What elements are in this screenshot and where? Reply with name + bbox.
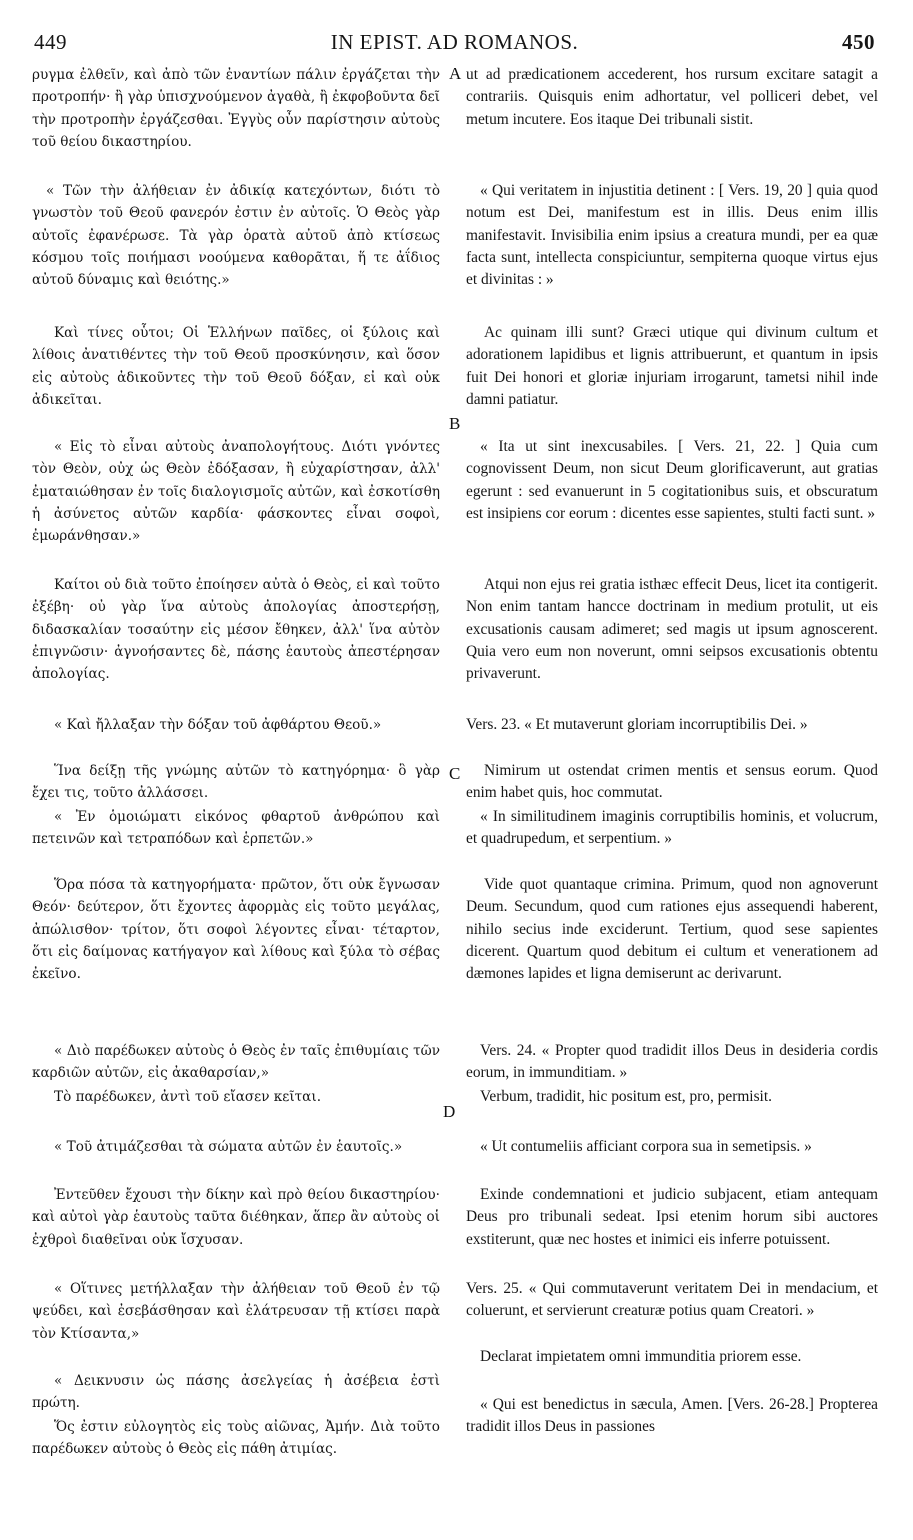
greek-paragraph: Ἐντεῦθεν ἔχουσι τὴν δίκην καὶ πρὸ θείου δικαστηρίου· καὶ αὐτοὶ γὰρ ἑαυτοὺς ταῦτα διέθηκαν, ἅπερ ἂν αὐτοὺς οἱ ἐχθροὶ διαθεῖναι οὐκ ἴσχυσαν. (32, 1187, 440, 1248)
latin-paragraph: Nimirum ut ostendat crimen mentis et sensus eorum. Quod enim habet quis, hoc commutat. (466, 762, 878, 802)
greek-paragraph: Ὅρα πόσα τὰ κατηγορήματα· πρῶτον, ὅτι οὐκ ἔγνωσαν Θεόν· δεύτερον, ὅτι ἔχοντες ἀφορμὰς εἰς τοῦτο μεγάλας, ἀπώλισθον· τρίτον, ὅτι σοφοὶ λέγοντες εἶναι· τέταρτον, ὅτι εἰς δαίμονας κατήγαγον καὶ λίθους καὶ ξύλα τὸ σέβας ἐκεῖνο. (32, 877, 440, 983)
greek-paragraph: « Εἰς τὸ εἶναι αὐτοὺς ἀναπολογήτους. Διότι γνόντες τὸν Θεὸν, οὐχ ὡς Θεὸν ἐδόξασαν, ἢ εὐχαρίστησαν, ἀλλ' ἐματαιώθησαν ἐν τοῖς διαλογισμοῖς αὐτῶν, καὶ ἐσκοτίσθη ἡ ἀσύνετος αὐτῶν καρδία· φάσκοντες εἶναι σοφοὶ, ἐμωράνθησαν.» (32, 439, 440, 545)
greek-paragraph: Τὸ παρέδωκεν, ἀντὶ τοῦ εἴασεν κεῖται. (54, 1089, 322, 1105)
latin-paragraph: Verbum, tradidit, hic positum est, pro, permisit. (480, 1088, 772, 1105)
greek-paragraph: « Τῶν τὴν ἀλήθειαν ἐν ἀδικίᾳ κατεχόντων, διότι τὸ γνωστὸν τοῦ Θεοῦ φανερόν ἐστιν ἐν αὐτοῖς. Ὁ Θεὸς γὰρ αὐτοῖς ἐφανέρωσε. Τὰ γὰρ ὁρατὰ αὐτοῦ ἀπὸ κτίσεως κόσμου τοῖς ποιήμασι νοούμενα καθορᾶται, ἥ τε ἀΐδιος αὐτοῦ δύναμις καὶ θειότης.» (32, 183, 440, 289)
greek-paragraph: « Καὶ ἤλλαξαν τὴν δόξαν τοῦ ἀφθάρτου Θεοῦ.» (54, 717, 382, 733)
greek-paragraph: « Διὸ παρέδωκεν αὐτοὺς ὁ Θεὸς ἐν ταῖς ἐπιθυμίαις τῶν καρδιῶν αὐτῶν, εἰς ἀκαθαρσίαν,» (32, 1043, 440, 1082)
page-number-left: 449 (34, 30, 67, 54)
greek-paragraph: « Δεικνυσιν ὡς πάσης ἀσελγείας ἡ ἀσέβεια ἐστὶ πρώτη. (32, 1373, 440, 1412)
greek-paragraph: Ἵνα δείξῃ τῆς γνώμης αὐτῶν τὸ κατηγόρημα· ὃ γὰρ ἔχει τις, τοῦτο ἀλλάσσει. (32, 763, 440, 802)
greek-paragraph: ρυγμα ἐλθεῖν, καὶ ἀπὸ τῶν ἐναντίων πάλιν ἐργάζεται τὴν προτροπήν· ἢ γὰρ ὑπισχνούμενον ἀγαθὰ, ἢ ἐκφοβοῦντα δεῖ τὴν προτροπὴν ἐργάζεσθαι. Ἐγγὺς οὖν παρίστησιν αὐτοὺς τοῦ θείου δικαστηρίου. (32, 67, 440, 150)
margin-mark-a: A (449, 64, 462, 83)
latin-paragraph: « Ut contumeliis afficiant corpora sua in semetipsis. » (480, 1138, 812, 1155)
latin-paragraph: « Ita ut sint inexcusabiles. [ Vers. 21, 22. ] Quia cum cognovissent Deum, non sicut Deum glorificaverunt, aut gratias egerunt : sed evanuerunt in 5 cogitationibus suis, et obscuratum est insipiens cor eorum : dicentes esse sapientes, stulti facti sunt. » (466, 438, 878, 522)
greek-paragraph: Καίτοι οὐ διὰ τοῦτο ἐποίησεν αὐτὰ ὁ Θεὸς, εἰ καὶ τοῦτο ἐξέβη· οὐ γὰρ ἵνα αὐτοὺς ἀπολογίας ἀποστερήσῃ, διδασκαλίαν τοσαύτην εἰς μέσον ἔθηκεν, ἀλλ' ἵνα αὐτὸν ἐπιγνῶσιν· ἀγνοήσαντες δὲ, πάσης ἑαυτοὺς ἀπεστέρησαν ἀπολογίας. (32, 577, 440, 683)
latin-paragraph: ut ad prædicationem accederent, hos rursum excitare satagit a contrariis. Quisquis enim adhortatur, vel polliceri debet, vel metum incutere. Eos itaque Dei tribunali sistit. (466, 66, 878, 128)
greek-paragraph: Καὶ τίνες οὗτοι; Οἱ Ἑλλήνων παῖδες, οἱ ξύλοις καὶ λίθοις ἀνατιθέντες τὴν τοῦ Θεοῦ προσκύνησιν, καὶ ὅσον εἰς αὐτοὺς ἀδικοῦντες τὴν τοῦ Θεοῦ δόξαν, εἰ καὶ οὐκ ἀδικεῖται. (32, 325, 440, 408)
latin-paragraph: Atqui non ejus rei gratia isthæc effecit Deus, licet ita contigerit. Non enim tantam hancce doctrinam in medium protulit, ut eis excusationis causam adimeret; sed magis ut ipsum agnoscerent. Quia vero eum non noverunt, omni seipsos excusationis obtentu privaverunt. (466, 576, 878, 683)
latin-paragraph: Declarat impietatem omni immunditia priorem esse. (480, 1348, 802, 1365)
latin-paragraph: Vide quot quantaque crimina. Primum, quod non agnoverunt Deum. Secundum, quod cum rationes ejus assequendi haberent, nihilo secius inde exciderunt. Tertium, quod sese sapientes dicerent. Quartum quod debitum ei cultum et venerationem ad dæmones lapides et ligna demiserunt ac derivarunt. (466, 876, 878, 983)
running-header (34, 30, 875, 60)
greek-paragraph: « Οἵτινες μετήλλαξαν τὴν ἀλήθειαν τοῦ Θεοῦ ἐν τῷ ψεύδει, καὶ ἐσεβάσθησαν καὶ ἐλάτρευσαν τῇ κτίσει παρὰ τὸν Κτίσαντα,» (32, 1281, 440, 1342)
greek-paragraph: « Ἐν ὁμοιώματι εἰκόνος φθαρτοῦ ἀνθρώπου καὶ πετεινῶν καὶ τετραπόδων καὶ ἑρπετῶν.» (32, 809, 440, 848)
margin-mark-b: B (449, 414, 461, 433)
latin-paragraph: « Qui est benedictus in sæcula, Amen. [Vers. 26-28.] Propterea tradidit illos Deus in passiones (466, 1396, 878, 1436)
latin-paragraph: « Qui veritatem in injustitia detinent : [ Vers. 19, 20 ] quia quod notum est Dei, manifestum est in illis. Deus enim illis manifestavit. Invisibilia enim ipsius a creatura mundi, per ea quæ facta sunt, intellecta conspiciuntur, sempiterna quoque virtus ejus et divinitas : » (466, 182, 878, 289)
greek-paragraph: « Τοῦ ἀτιμάζεσθαι τὰ σώματα αὐτῶν ἐν ἑαυτοῖς.» (54, 1139, 403, 1155)
latin-paragraph: Vers. 24. « Propter quod tradidit illos Deus in desideria cordis eorum, in immunditiam. » (466, 1042, 878, 1082)
margin-mark-d: D (443, 1102, 456, 1121)
latin-paragraph: Exinde condemnationi et judicio subjacent, etiam antequam Deus pro tribunali sedeat. Ipsi etenim horum sibi auctores exstiterunt, quæ nec hostes et inimici eis inferre potuissent. (466, 1186, 878, 1248)
running-title: IN EPIST. AD ROMANOS. (330, 30, 579, 54)
page-number-right: 450 (842, 30, 875, 54)
greek-paragraph: Ὅς ἐστιν εὐλογητὸς εἰς τοὺς αἰῶνας, Ἀμήν. Διὰ τοῦτο παρέδωκεν αὐτοὺς ὁ Θεὸς εἰς πάθη ἀτιμίας. (32, 1419, 440, 1458)
latin-paragraph: Ac quinam illi sunt? Græci utique qui divinum cultum et adorationem lapidibus et lignis attribuerunt, et quantum in ipsis fuit Dei honori et gloriæ injuriam irrogarunt, tametsi nihil inde damni patiatur. (466, 324, 878, 408)
latin-paragraph: « In similitudinem imaginis corruptibilis hominis, et volucrum, et quadrupedum, et serpentium. » (466, 808, 878, 848)
latin-paragraph: Vers. 23. « Et mutaverunt gloriam incorruptibilis Dei. » (466, 716, 808, 733)
margin-mark-c: C (449, 764, 461, 783)
latin-paragraph: Vers. 25. « Qui commutaverunt veritatem Dei in mendacium, et coluerunt, et servierunt creaturæ potius quam Creatori. » (466, 1280, 878, 1320)
